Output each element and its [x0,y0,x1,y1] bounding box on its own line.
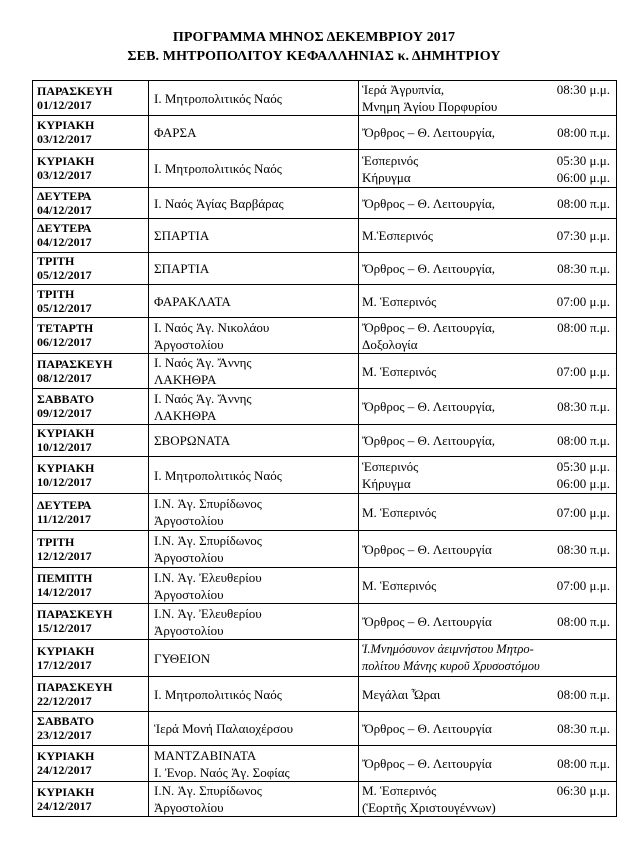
location-line: Ἱερά Μονή Παλαιοχέρσου [154,721,294,736]
service-time: 08:30 π.μ. [557,721,610,736]
service-name: Μ. Ἑσπερινός [362,783,437,798]
event-date: 08/12/2017 [37,370,92,385]
location-line: Ἀργοστολίου [154,586,224,602]
service-time: 08:00 π.μ. [557,433,610,448]
date-cell [33,425,149,457]
location-line: ΜΑΝΤΖΑΒΙΝΑΤΑ [154,747,257,763]
service-line [362,227,610,244]
event-date: 05/12/2017 [37,300,92,315]
schedule-body [33,81,617,817]
schedule-row [33,219,617,253]
service-name: Ὄρθρος – Θ. Λειτουργία [362,721,492,736]
service-line [362,782,610,799]
day-name: ΠΑΡΑΣΚΕΥΗ [37,607,113,621]
date-cell [33,150,149,188]
service-cell [359,150,617,188]
date-cell [33,746,149,782]
service-cell [359,494,617,531]
schedule-row [33,712,617,746]
schedule-row [33,354,617,389]
location-line: Ι.Ν. Ἁγ. Ἐλευθερίου [154,605,262,621]
location-cell [149,389,359,425]
location-line: Ι.Ν. Ἁγ. Σπυρίδωνος [154,533,262,548]
day-name: ΔΕΥΤΕΡΑ [37,221,92,235]
location-cell [149,746,359,782]
day-name: ΔΕΥΤΕΡΑ [37,497,92,512]
location-cell [149,640,359,677]
event-date: 24/12/2017 [37,763,92,777]
day-name: ΠΑΡΑΣΚΕΥΗ [37,356,113,371]
schedule-row [33,746,617,782]
location-line: Ι.Ν. Ἁγ. Ἐλευθερίου [154,569,262,585]
location-cell [149,604,359,640]
service-cell [359,712,617,746]
schedule-row [33,494,617,531]
service-cell [359,188,617,219]
service-cell [359,219,617,253]
location-line: Ἀργοστολίου [154,336,224,352]
date-cell [33,677,149,712]
event-date: 04/12/2017 [37,235,92,249]
service-time: 08:00 π.μ. [557,319,610,335]
date-cell [33,531,149,568]
memorial-note: Ἱ.Μνημόσυνον ἀειμνήστου Μητρο- [362,642,534,656]
event-date: 05/12/2017 [37,268,92,282]
day-name: ΤΡΙΤΗ [37,286,75,301]
location-cell [149,150,359,188]
event-date: 14/12/2017 [37,585,92,599]
location-line: Ι. Ναός Ἁγ. Ἄννης [154,355,252,370]
date-cell [33,782,149,817]
schedule-row [33,81,617,116]
location-cell [149,677,359,712]
day-name: ΚΥΡΙΑΚΗ [37,118,95,132]
location-line: Ἀργοστολίου [154,622,224,638]
date-cell [33,389,149,425]
date-cell [33,640,149,677]
date-cell [33,457,149,494]
document-title: ΠΡΟΓΡΑΜΜΑ ΜΗΝΟΣ ΔΕΚΕΜΒΡΙΟΥ 2017 [172,30,456,45]
service-name: Ἑσπερινός [362,459,419,474]
schedule-row [33,389,617,425]
service-name: Ἑσπερινός [362,152,419,168]
day-name: ΠΕΜΠΤΗ [37,571,93,585]
location-line: Ἀργοστολίου [154,513,224,528]
service-line [362,124,610,141]
schedule-row [33,531,617,568]
event-date: 10/12/2017 [37,474,92,489]
date-cell [33,219,149,253]
service-cell [359,640,617,677]
service-time: 07:00 μ.μ. [556,578,610,593]
schedule-row [33,318,617,354]
service-name: Ὄρθρος – Θ. Λειτουργία [362,756,492,771]
schedule-row [33,188,617,219]
service-name: Μ. Ἑσπερινός [362,578,437,593]
service-time: 06:00 μ.μ. [556,476,610,491]
day-name: ΤΡΙΤΗ [37,534,75,549]
service-time: 08:00 π.μ. [557,195,610,211]
day-name: ΤΕΤΑΡΤΗ [37,321,94,335]
date-cell [33,318,149,354]
service-cell [359,116,617,150]
day-name: ΔΕΥΤΕΡΑ [37,188,92,203]
location-cell [149,354,359,389]
date-cell [33,712,149,746]
location-cell [149,712,359,746]
service-name: (Ἑορτῆς Χριστουγέννων) [362,800,496,815]
service-time: 05:30 μ.μ. [556,152,610,168]
location-line: Ι. Μητροπολιτικός Ναός [154,161,282,176]
service-time [606,336,610,353]
location-cell [149,494,359,531]
location-line: ΦΑΡΣΑ [154,125,197,140]
location-cell [149,253,359,285]
day-name: ΚΥΡΙΑΚΗ [37,749,95,763]
service-name: Μεγάλαι Ὧραι [362,686,441,702]
service-line [362,686,610,703]
schedule-row [33,116,617,150]
day-name: ΚΥΡΙΑΚΗ [37,460,95,475]
service-time: 07:30 μ.μ. [556,228,610,243]
location-line: Ι. Ναός Ἁγίας Βαρβάρας [154,195,284,211]
location-line: Ι.Ν. Ἁγ. Σπυρίδωνος [154,496,262,511]
service-line [362,504,610,521]
service-time: 07:00 μ.μ. [556,293,610,309]
location-cell [149,568,359,604]
date-cell [33,81,149,116]
location-line: Ἀργοστολίου [154,550,224,565]
service-name: Ὄρθρος – Θ. Λειτουργία, [362,399,496,414]
date-cell [33,604,149,640]
location-line: ΛΑΚΗΘΡΑ [154,407,217,423]
service-line [362,293,610,310]
event-date: 01/12/2017 [37,97,92,112]
day-name: ΚΥΡΙΑΚΗ [37,643,95,658]
event-date: 23/12/2017 [37,728,92,742]
location-line: ΛΑΚΗΘΡΑ [154,372,217,387]
date-cell [33,494,149,531]
service-name: Μνημη Ἁγίου Πορφυρίου [362,99,498,114]
date-cell [33,354,149,389]
service-cell [359,677,617,712]
day-name: ΚΥΡΙΑΚΗ [37,154,95,168]
service-time: 08:00 π.μ. [557,125,610,140]
service-line [362,81,610,98]
service-name: Κήρυγμα [362,476,411,491]
event-date: 24/12/2017 [37,798,92,813]
location-cell [149,425,359,457]
event-date: 09/12/2017 [37,406,92,420]
event-date: 12/12/2017 [37,548,92,563]
schedule-row [33,677,617,712]
day-name: ΤΡΙΤΗ [37,254,75,268]
location-line: ΓΥΘΕΙΟΝ [154,650,211,666]
service-cell [359,425,617,457]
service-line [362,336,610,353]
service-line [362,195,610,212]
service-cell [359,531,617,568]
location-cell [149,782,359,817]
date-cell [33,285,149,318]
service-time: 06:00 μ.μ. [556,169,610,185]
memorial-note: πολίτου Μάνης κυροῦ Χρυσοστόμου [362,659,540,673]
service-name: Μ. Ἑσπερινός [362,293,437,309]
service-cell [359,457,617,494]
location-line: Ι. Ἐνορ. Ναός Ἁγ. Σοφίας [154,764,290,780]
event-date: 03/12/2017 [37,132,92,146]
schedule-row [33,253,617,285]
service-line [362,475,610,492]
location-line: Ι. Ναός Ἁγ. Νικολάου [154,319,270,335]
date-cell [33,188,149,219]
date-cell [33,116,149,150]
location-line: ΦΑΡΑΚΛΑΤΑ [154,293,231,309]
service-cell [359,782,617,817]
service-cell [359,354,617,389]
location-cell [149,219,359,253]
schedule-row [33,604,617,640]
date-cell [33,253,149,285]
event-date: 10/12/2017 [37,440,92,454]
service-cell [359,318,617,354]
location-cell [149,318,359,354]
service-time [606,799,610,816]
service-line [362,319,610,336]
service-line [362,363,610,380]
location-line: Ἀργοστολίου [154,800,224,815]
schedule-row [33,782,617,817]
location-line: Ι. Μητροπολιτικός Ναός [154,686,282,702]
day-name: ΣΑΒΒΑΤΟ [37,392,95,406]
service-time: 08:30 π.μ. [557,261,610,276]
schedule-row [33,425,617,457]
location-line: ΣΠΑΡΤΙΑ [154,228,210,243]
service-cell [359,389,617,425]
service-name: Ὄρθρος – Θ. Λειτουργία, [362,433,496,448]
service-time: 05:30 μ.μ. [556,459,610,474]
service-line [362,152,610,169]
service-line [362,398,610,415]
service-time: 08:30 π.μ. [557,541,610,557]
date-cell [33,568,149,604]
service-cell [359,253,617,285]
service-time: 08:00 π.μ. [557,614,610,629]
service-time: 08:30 π.μ. [557,399,610,414]
location-line: Ι. Μητροπολιτικός Ναός [154,467,282,483]
location-cell [149,457,359,494]
day-name: ΠΑΡΑΣΚΕΥΗ [37,83,113,98]
location-cell [149,188,359,219]
service-name: Δοξολογία [362,336,418,352]
service-line [362,260,610,277]
service-name: Κήρυγμα [362,169,411,185]
service-name: Ὄρθρος – Θ. Λειτουργία, [362,319,496,335]
service-line [362,799,610,816]
service-name: Μ. Ἑσπερινός [362,363,437,379]
service-time: 07:00 μ.μ. [556,504,610,520]
location-cell [149,116,359,150]
service-cell [359,604,617,640]
service-name: Ὄρθρος – Θ. Λειτουργία [362,541,492,557]
schedule-row [33,640,617,677]
service-name: Μ.Ἑσπερινός [362,228,434,243]
day-name: ΚΥΡΙΑΚΗ [37,426,95,440]
location-line: ΣΒΟΡΩΝΑΤΑ [154,433,231,448]
service-name: Ὄρθρος – Θ. Λειτουργία, [362,261,496,276]
day-name: ΣΑΒΒΑΤΟ [37,714,95,728]
schedule-row [33,568,617,604]
event-date: 22/12/2017 [37,693,92,708]
service-time: 06:30 μ.μ. [556,783,610,798]
service-name: Ὄρθρος – Θ. Λειτουργία [362,614,492,629]
schedule-table [32,80,617,817]
location-line: Ι. Ναός Ἁγ. Ἄννης [154,390,252,406]
schedule-row [33,285,617,318]
service-cell [359,568,617,604]
service-time: 08:00 π.μ. [557,686,610,702]
day-name: ΚΥΡΙΑΚΗ [37,784,95,799]
service-name: Ὄρθρος – Θ. Λειτουργία, [362,125,496,140]
service-time [606,98,610,115]
service-line [362,98,610,115]
day-name: ΠΑΡΑΣΚΕΥΗ [37,679,113,694]
location-cell [149,285,359,318]
service-cell [359,285,617,318]
service-time: 08:30 μ.μ. [556,82,610,97]
event-date: 15/12/2017 [37,621,92,635]
event-date: 04/12/2017 [37,202,92,217]
service-line [362,169,610,186]
event-date: 06/12/2017 [37,335,92,349]
event-date: 03/12/2017 [37,168,92,182]
service-cell [359,746,617,782]
schedule-row [33,150,617,188]
service-line [362,755,610,772]
event-date: 17/12/2017 [37,657,92,672]
service-cell [359,81,617,116]
document-subtitle: ΣΕΒ. ΜΗΤΡΟΠΟΛΙΤΟΥ ΚΕΦΑΛΛΗΝΙΑΣ κ. ΔΗΜΗΤΡΙΟΥ [127,49,501,64]
location-line: ΣΠΑΡΤΙΑ [154,261,210,276]
service-line [362,613,610,630]
service-name: Ὄρθρος – Θ. Λειτουργία, [362,195,496,211]
schedule-row [33,457,617,494]
location-line: Ι.Ν. Ἁγ. Σπυρίδωνος [154,783,262,798]
event-date: 11/12/2017 [37,511,92,526]
service-name: Μ. Ἑσπερινός [362,504,437,520]
service-line [362,458,610,475]
service-name: Ἱερά Ἀγρυπνία, [362,82,445,97]
location-cell [149,531,359,568]
service-time: 07:00 μ.μ. [556,363,610,379]
service-time: 08:00 π.μ. [557,756,610,771]
location-line: Ι. Μητροπολιτικός Ναός [154,90,282,106]
location-cell [149,81,359,116]
service-line [362,432,610,449]
service-line [362,577,610,594]
service-line [362,720,610,737]
service-line [362,541,610,558]
